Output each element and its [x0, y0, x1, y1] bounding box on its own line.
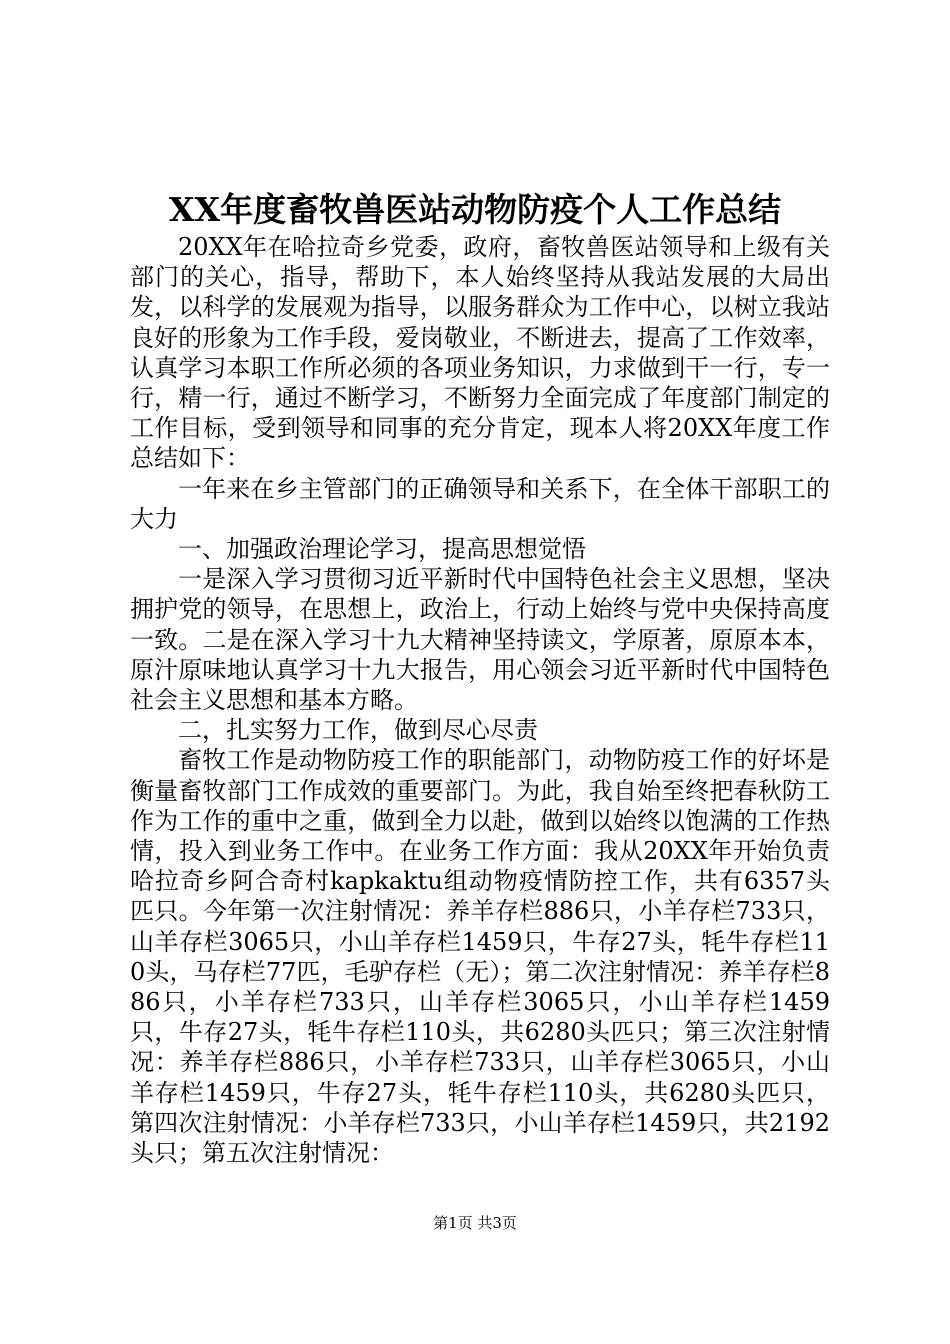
- section-heading-2: 二，扎实努力工作，做到尽心尽责: [178, 716, 538, 745]
- intro-paragraph: 20XX年在哈拉奇乡党委，政府，畜牧兽医站领导和上级有关部门的关心，指导，帮助下，本人始终坚持从我站发展的大局出发，以科学的发展观为指导，以服务群众为工作中心，以树立我站良好的形象为工作手段，爱岗敬业，不断进去，提高了工作效率，认真学习本职工作所必须的各项业务知识，力求做到干一行，专一行，精一行，通过不断学习，不断努力全面完成了年度部门制定的工作目标，受到领导和同事的充分肯定，现本人将20XX年度工作总结如下：: [130, 233, 830, 473]
- section-heading-1: 一、加强政治理论学习，提高思想觉悟: [178, 535, 586, 564]
- document-body: [130, 232, 830, 1168]
- page-footer: 第1页 共3页: [433, 1214, 517, 1232]
- leadership-paragraph: 一年来在乡主管部门的正确领导和关系下，在全体干部职工的大力: [130, 474, 830, 533]
- document-title: XX年度畜牧兽医站动物防疫个人工作总结: [168, 190, 782, 229]
- political-study-paragraph: 一是深入学习贯彻习近平新时代中国特色社会主义思想，坚决拥护党的领导，在思想上，政治上，行动上始终与党中央保持高度一致。二是在深入学习十九大精神坚持读文，学原著，原原本本，原汁原味地认真学习十九大报告，用心领会习近平新时代中国特色社会主义思想和基本方略。: [130, 565, 830, 715]
- work-details-paragraph: 畜牧工作是动物防疫工作的职能部门，动物防疫工作的好坏是衡量畜牧部门工作成效的重要部门。为此，我自始至终把春秋防工作为工作的重中之重，做到全力以赴，做到以始终以饱满的工作热情，投入到业务工作中。在业务工作方面：我从20XX年开始负责哈拉奇乡阿合奇村kapkaktu组动物疫情防控工作，共有6357头匹只。今年第一次注射情况：养羊存栏886只，小羊存栏733只，山羊存栏3065只，小山羊存栏1459只，牛存27头，牦牛存栏110头，马存栏77匹，毛驴存栏（无）；第二次注射情况：养羊存栏886只，小羊存栏733只，山羊存栏3065只，小山羊存栏1459只，牛存27头，牦牛存栏110头，共6280头匹只；第三次注射情况：养羊存栏886只，小羊存栏733只，山羊存栏3065只，小山羊存栏1459只，牛存27头，牦牛存栏110头，共6280头匹只，第四次注射情况：小羊存栏733只，小山羊存栏1459只，共2192头只；第五次注射情况：: [130, 746, 830, 1168]
